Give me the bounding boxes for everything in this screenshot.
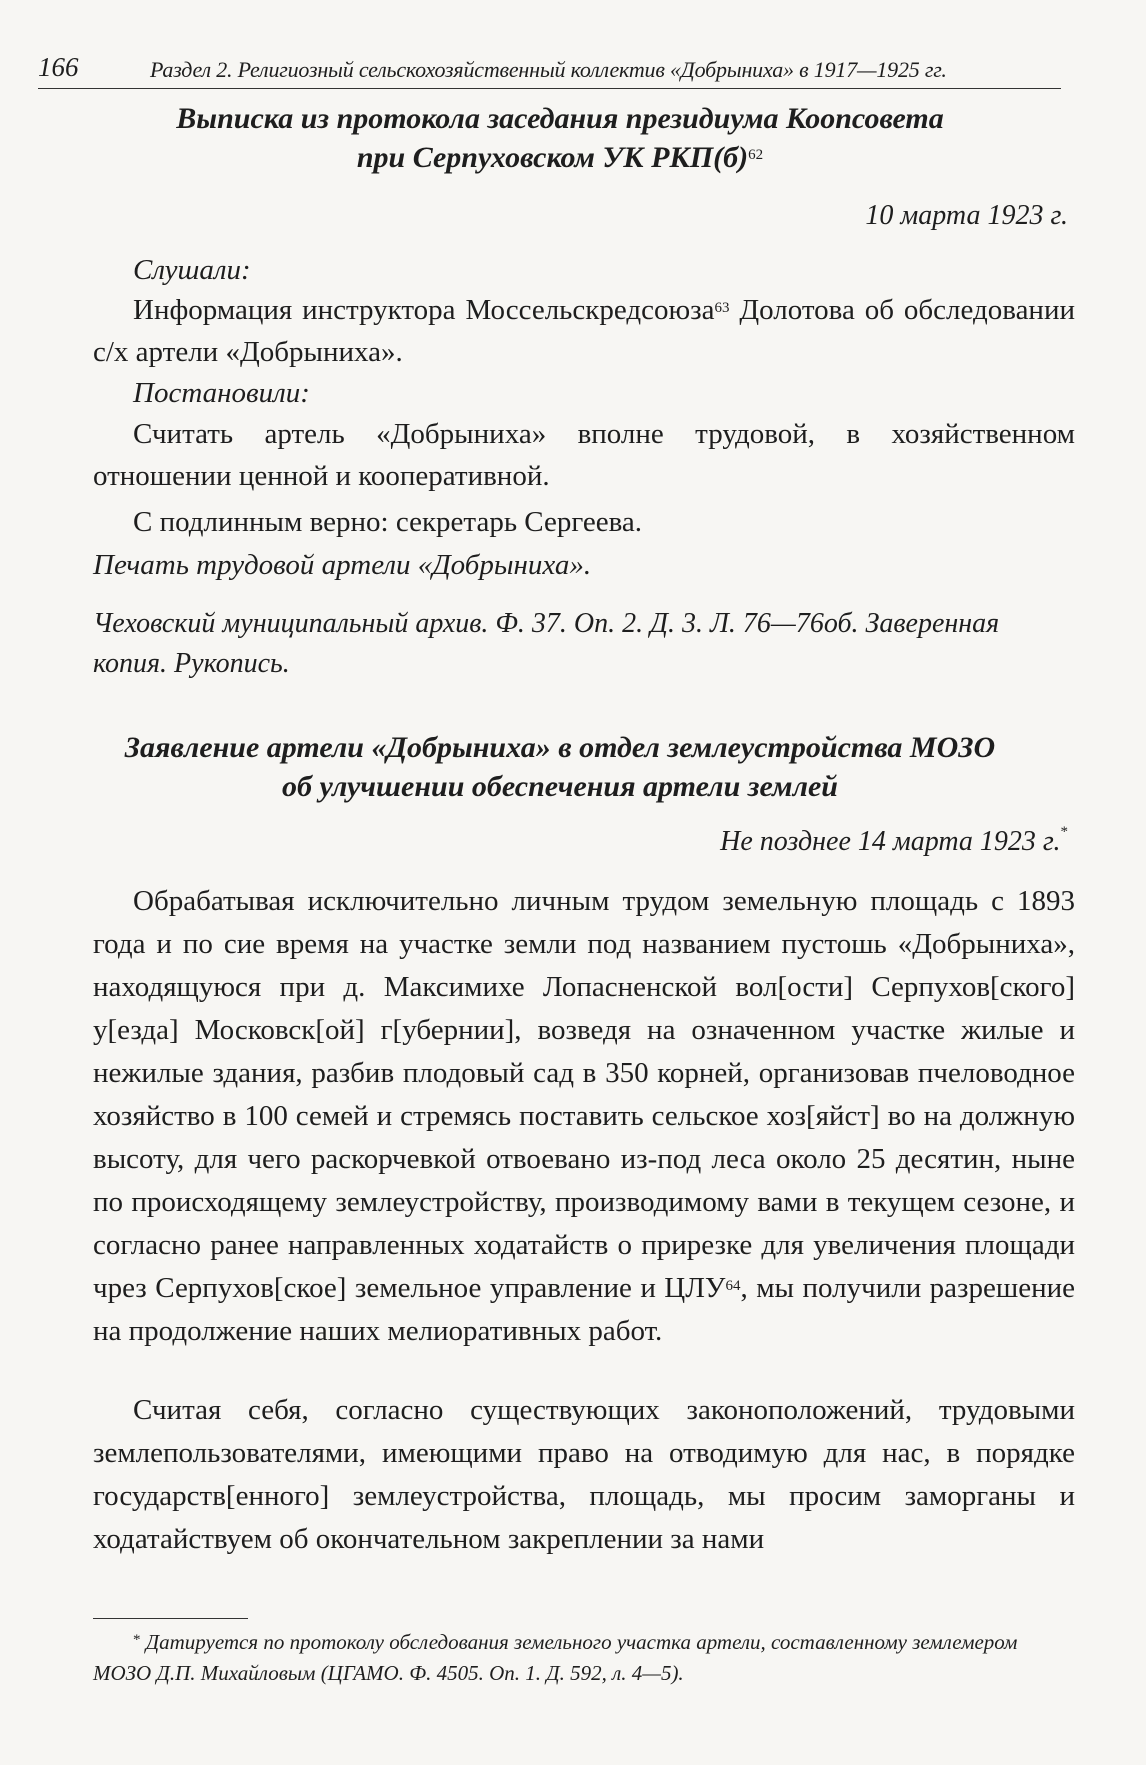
doc2-paragraph-2: Считая себя, согласно существующих законоположений, трудовыми землепользователями, имеющими право на отводимую для нас, в порядке государств[енного] землеустройства, площадь, мы просим заморганы и ходатайствуем об окончательном закреплении за нами bbox=[93, 1394, 1075, 1555]
doc2-title-line2: об улучшении обеспечения артели землей bbox=[282, 770, 838, 803]
date-footnote-mark: * bbox=[1060, 824, 1068, 840]
running-header bbox=[38, 52, 1058, 86]
footnote-ref-62: 62 bbox=[748, 147, 764, 163]
page-number: 166 bbox=[38, 52, 79, 82]
footnote-mark: * bbox=[133, 1632, 141, 1648]
decided-text: Считать артель «Добрыниха» вполне трудовой, в хозяйственном отношении ценной и кооперативной. bbox=[93, 418, 1075, 492]
decided-label: Постановили: bbox=[133, 377, 310, 409]
doc2-date: Не позднее 14 марта 1923 г.* bbox=[720, 824, 1068, 857]
doc1-title bbox=[60, 99, 1060, 177]
doc2-title bbox=[60, 728, 1060, 806]
footnote-ref-63: 63 bbox=[714, 300, 730, 316]
seal-note: Печать трудовой артели «Добрыниха». bbox=[93, 549, 592, 581]
heard-label: Слушали: bbox=[133, 254, 251, 286]
doc2-paragraph-1: Обрабатывая исключительно личным трудом земельную площадь с 1893 года и по сие время на участке земли под названием пустошь «Добрыниха», находящуюся при д. Максимихе Лопасненской вол[ости] Серпухов[ского] у[езда] Московск[ой] г[убернии], возведя на означенном участке жилые и нежилые здания, разбив плодовый сад в 350 корней, организовав пчеловодное хозяйство в 100 семей и стремясь поставить сельское хоз[яйст] во на должную высоту, для чего раскорчевкой отвоевано из-под леса около 25 десятин, ныне по происходящему землеустройству, производимому вами в текущем сезоне, и согласно ранее направленных ходатайств о прирезке для увеличения площади чрез Серпухов[ское] земельное управление и ЦЛУ$^{64}$, мы получили разрешение на продолжение наших мелиоративных работ. bbox=[93, 885, 1075, 1347]
heard-text: Информация инструктора Моссельскредсоюза$^{63}$ Долотова об обследовании с/х артели «Добрыниха». bbox=[93, 294, 1075, 368]
doc1-title-line1: Выписка из протокола заседания президиума Коопсовета bbox=[176, 102, 944, 135]
doc1-title-line2: при Серпуховском УК $РКП(б)^{62}$ bbox=[356, 141, 764, 174]
certified-line: С подлинным верно: секретарь Сергеева. bbox=[133, 506, 643, 538]
footnote-ref-64: 64 bbox=[725, 1278, 741, 1294]
doc2-title-line1: Заявление артели «Добрыниха» в отдел землеустройства МОЗО bbox=[124, 731, 996, 764]
header-rule bbox=[38, 88, 1061, 89]
running-title: Раздел 2. Религиозный сельскохозяйственный коллектив «Добрыниха» в 1917—1925 гг. bbox=[150, 57, 947, 82]
footnote: * Датируется по протоколу обследования земельного участка артели, составленному землемером МОЗО Д.П. Михайловым (ЦГАМО. Ф. 4505. Оп. 1. Д. 592, л. 4—5). bbox=[93, 1630, 1018, 1685]
doc1-source: Чеховский муниципальный архив. Ф. 37. Оп. 2. Д. 3. Л. 76—76об. Заверенная копия. Рукопись. bbox=[93, 608, 1000, 679]
footnote-rule bbox=[93, 1618, 248, 1619]
doc1-date: 10 марта 1923 г. bbox=[865, 200, 1068, 231]
